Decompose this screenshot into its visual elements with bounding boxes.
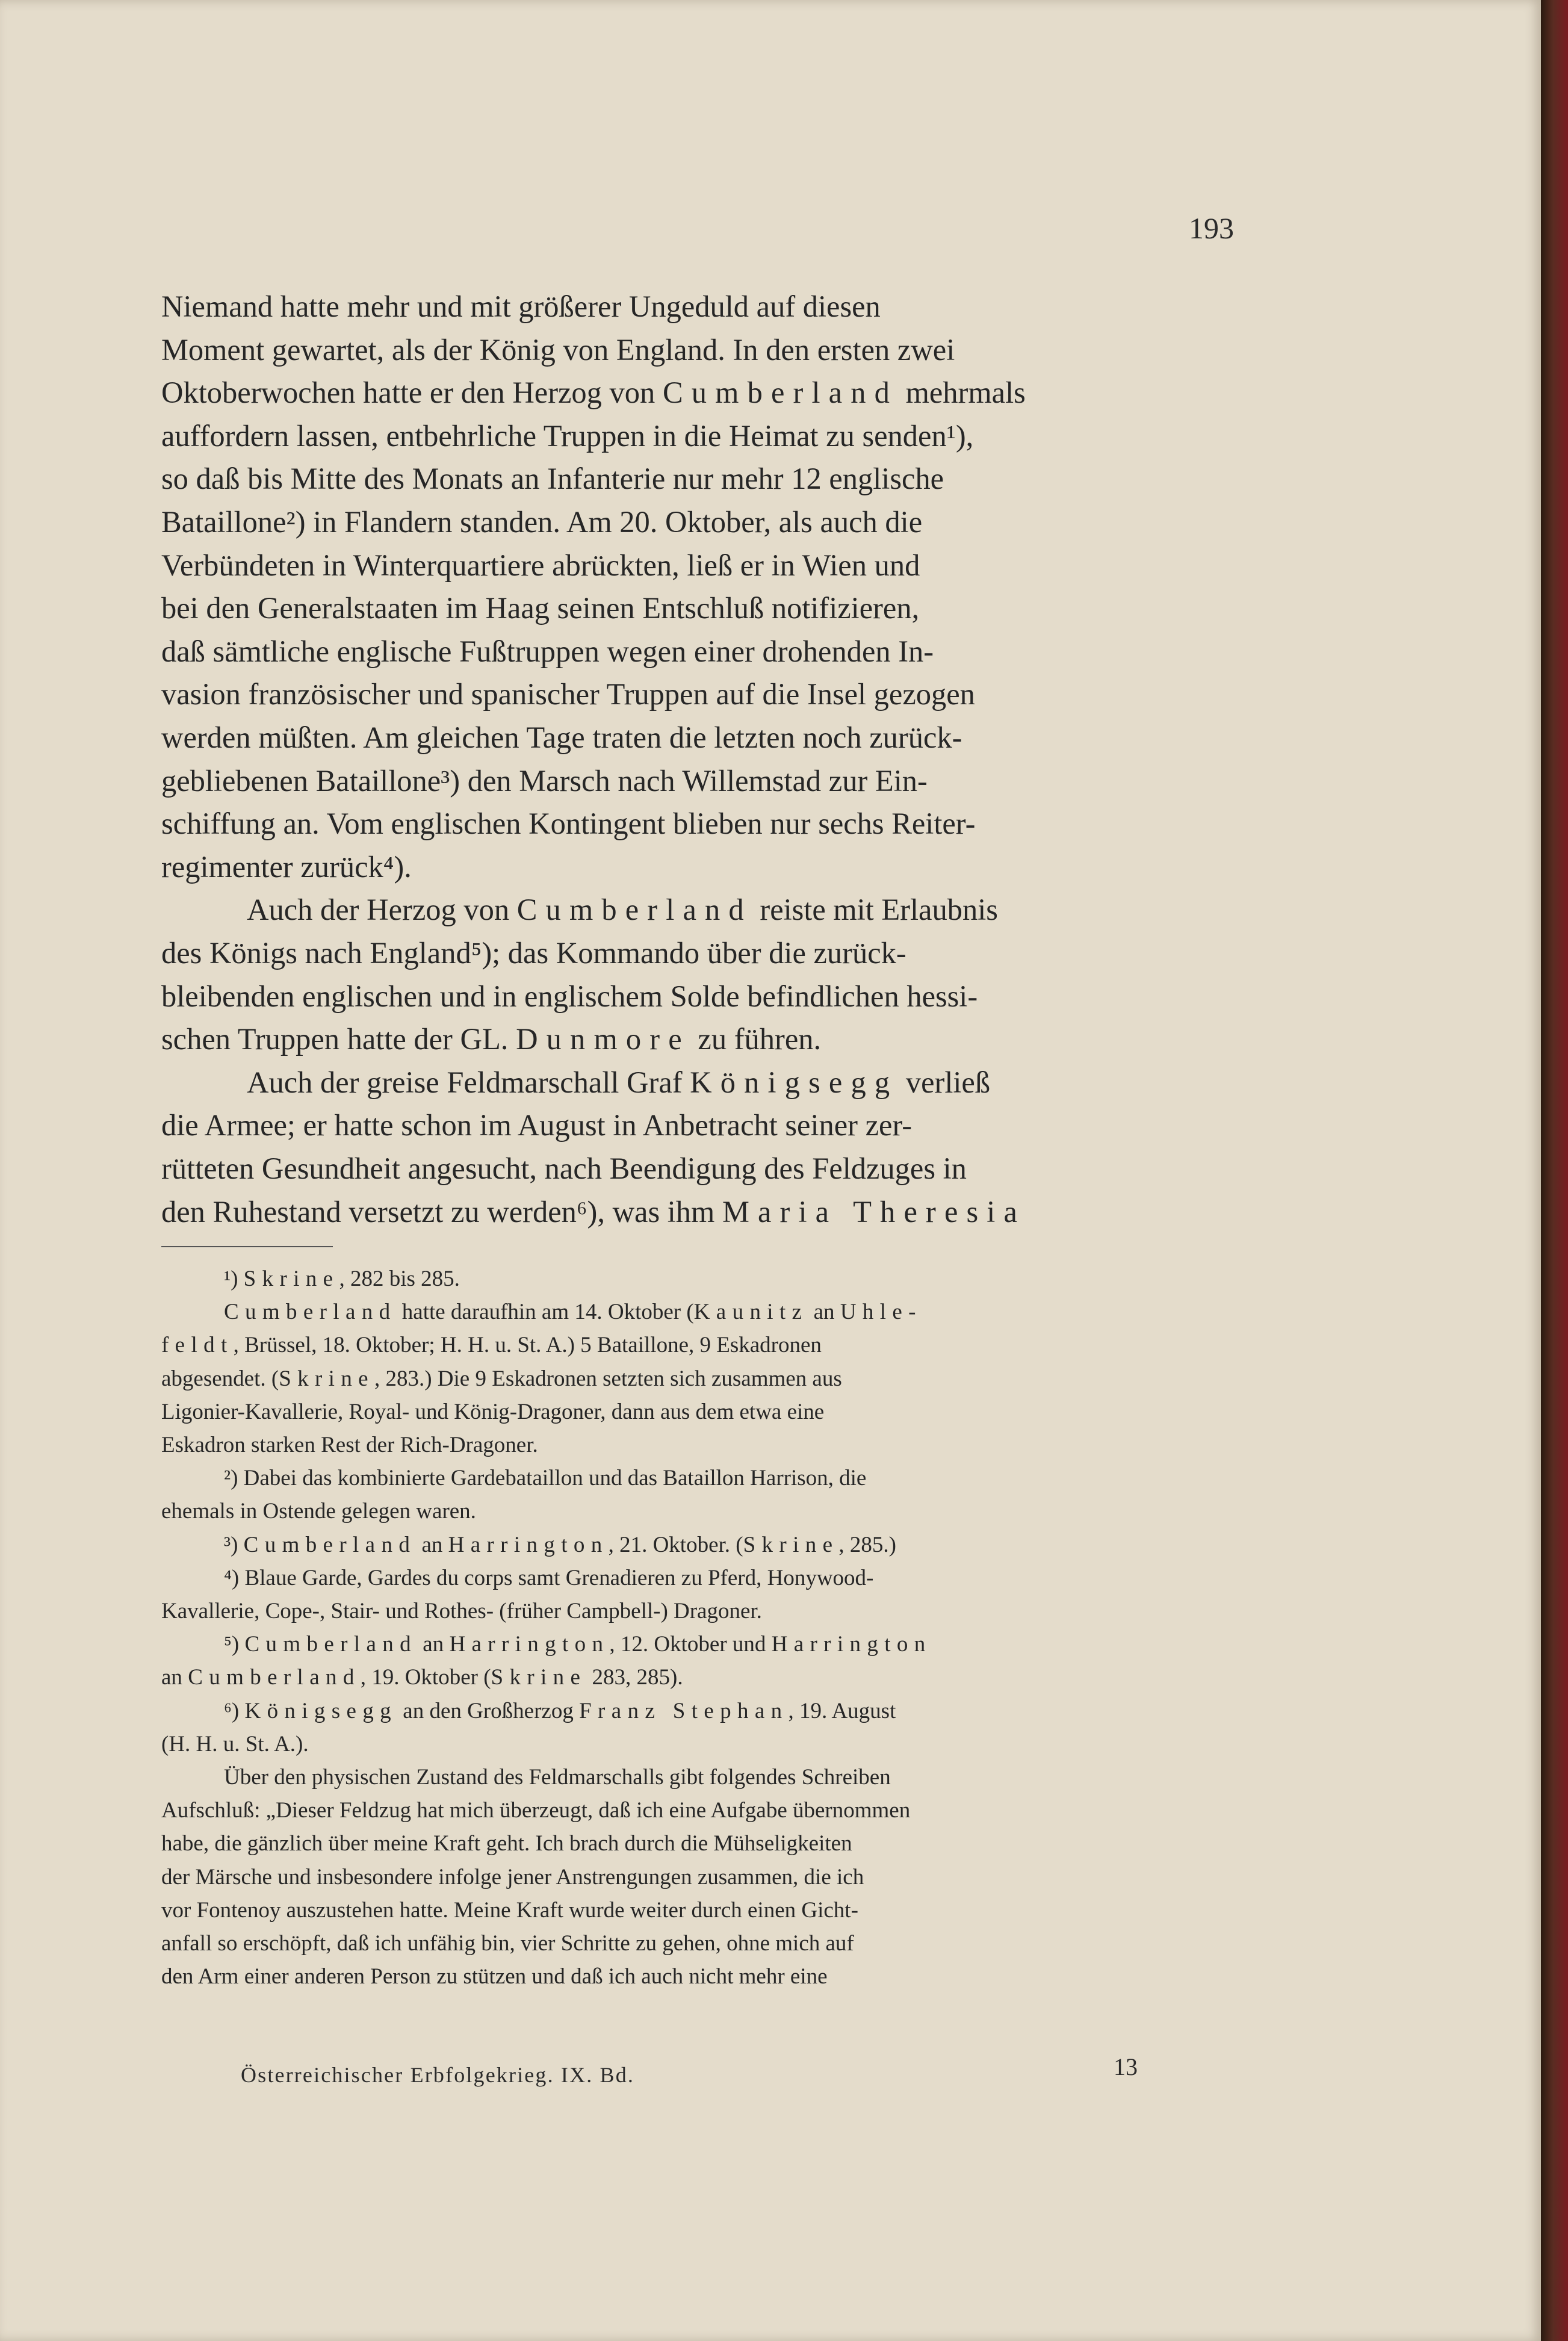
- text-run: ⁶): [224, 1698, 245, 1723]
- body-line: [161, 418, 1233, 453]
- text-run: Aufschluß: „Dieser Feldzug hat mich überzeugt, daß ich eine Aufgabe übernommen: [161, 1798, 911, 1823]
- body-line: [161, 720, 1233, 755]
- text-run: gebliebenen Bataillone³) den Marsch nach Willemstad zur Ein-: [161, 763, 928, 798]
- body-line: [161, 504, 1233, 539]
- spaced-name: Cumberland: [662, 376, 898, 410]
- text-run: , 282 bis 285.: [339, 1267, 460, 1291]
- footnote-line: [161, 1532, 1295, 1558]
- text-run: Verbündeten in Winterquartiere abrückten, ließ er in Wien und: [161, 548, 920, 582]
- text-run: so daß bis Mitte des Monats an Infanterie nur mehr 12 englische: [161, 462, 944, 496]
- text-run: Bataillone²) in Flandern standen. Am 20. Oktober, als auch die: [161, 505, 923, 539]
- spaced-name: Maria Theresia: [722, 1194, 1026, 1229]
- text-run: , Brüssel, 18. Oktober; H. H. u. St. A.) 5 Bataillone, 9 Eskadronen: [233, 1333, 822, 1358]
- text-run: ¹): [224, 1267, 244, 1291]
- spaced-name: Cumberland: [516, 893, 752, 927]
- footnote-line: [161, 1332, 1233, 1358]
- footnote-line: [161, 1930, 1233, 1956]
- footnote-line: [161, 1964, 1233, 1989]
- text-run: Eskadron starken Rest der Rich-Dragoner.: [161, 1433, 538, 1457]
- spaced-name: Skrine: [279, 1366, 374, 1391]
- text-run: an: [417, 1632, 450, 1657]
- text-run: 283, 285).: [586, 1665, 683, 1690]
- text-run: an: [808, 1300, 840, 1325]
- spaced-name: Cumberland: [243, 1532, 417, 1557]
- spaced-name: Cumberland: [244, 1632, 417, 1657]
- footnote-line: [161, 1565, 1295, 1591]
- text-run: an den Großherzog: [397, 1698, 580, 1723]
- text-run: , 283.) Die 9 Eskadronen setzten sich zusammen aus: [374, 1366, 842, 1391]
- text-run: schen Truppen hatte der GL.: [161, 1022, 516, 1056]
- body-line: [161, 548, 1233, 583]
- body-line: [161, 461, 1233, 496]
- text-run: Oktoberwochen hatte er den Herzog von: [161, 376, 663, 410]
- text-run: daß sämtliche englische Fußtruppen wegen einer drohenden In-: [161, 634, 934, 668]
- spaced-name: Uhle-: [840, 1300, 922, 1325]
- body-line: [161, 1065, 1318, 1100]
- spaced-name: feldt: [161, 1333, 234, 1358]
- footnote-line: [161, 1797, 1233, 1823]
- text-run: Kavallerie, Cope-, Stair- und Rothes- (früher Campbell-) Dragoner.: [161, 1599, 762, 1623]
- text-run: , 12. Oktober und: [609, 1632, 772, 1657]
- body-line: [161, 1108, 1233, 1143]
- footnote-line: [161, 1366, 1233, 1392]
- text-run: Auch der greise Feldmarschall Graf: [247, 1065, 690, 1099]
- text-run: ⁴) Blaue Garde, Gardes du corps samt Grenadieren zu Pferd, Honywood-: [224, 1565, 874, 1590]
- spaced-name: Cumberland: [224, 1300, 397, 1325]
- footnote-rule: [161, 1246, 333, 1247]
- text-run: den Ruhestand versetzt zu werden⁶), was ihm: [161, 1194, 722, 1229]
- spaced-name: Skrine: [743, 1532, 839, 1557]
- text-run: vasion französischer und spanischer Truppen auf die Insel gezogen: [161, 677, 975, 712]
- spaced-name: Harrington: [449, 1632, 610, 1657]
- text-run: Moment gewartet, als der König von England. In den ersten zwei: [161, 332, 955, 367]
- text-run: abgesendet. (: [161, 1366, 279, 1391]
- footnote-line: [161, 1498, 1233, 1524]
- spaced-name: Kaunitz: [693, 1300, 808, 1325]
- text-run: werden müßten. Am gleichen Tage traten die letzten noch zurück-: [161, 721, 962, 754]
- spaced-name: Harrington: [771, 1632, 932, 1657]
- body-line: [161, 591, 1233, 625]
- footnote-line: [161, 1465, 1295, 1491]
- footnote-line: [161, 1432, 1233, 1458]
- text-run: der Märsche und insbesondere infolge jener Anstrengungen zusammen, die ich: [161, 1864, 864, 1890]
- page-number: 193: [1189, 211, 1234, 245]
- text-run: anfall so erschöpft, daß ich unfähig bin, vier Schritte zu gehen, ohne mich auf: [161, 1931, 854, 1956]
- footnote-line: [161, 1731, 1233, 1757]
- spaced-name: Skrine: [491, 1665, 587, 1690]
- body-line: [161, 677, 1233, 712]
- spaced-name: Königsegg: [244, 1698, 398, 1723]
- text-run: verließ: [898, 1065, 991, 1099]
- text-run: mehrmals: [897, 376, 1026, 410]
- footnote-line: [161, 1598, 1233, 1624]
- body-line: [161, 763, 1233, 798]
- text-run: ehemals in Ostende gelegen waren.: [161, 1499, 476, 1524]
- body-line: [161, 289, 1233, 324]
- spaced-name: Harrington: [448, 1532, 609, 1557]
- text-run: bleibenden englischen und in englischem Solde befindlichen hessi-: [161, 979, 978, 1013]
- text-run: Auch der Herzog von: [247, 893, 517, 927]
- text-run: schiffung an. Vom englischen Kontingent blieben nur sechs Reiter-: [161, 807, 976, 841]
- body-line: [161, 1194, 1233, 1229]
- text-run: ²) Dabei das kombinierte Gardebataillon und das Bataillon Harrison, die: [224, 1466, 867, 1491]
- text-run: bei den Generalstaaten im Haag seinen Entschluß notifizieren,: [161, 591, 920, 625]
- body-line: [161, 375, 1233, 410]
- text-run: des Königs nach England⁵); das Kommando über die zurück-: [161, 936, 906, 970]
- body-line: [161, 892, 1318, 927]
- text-run: die Armee; er hatte schon im August in Anbetracht seiner zer-: [161, 1108, 913, 1143]
- text-run: reiste mit Erlaubnis: [752, 893, 998, 927]
- footnote-line: [161, 1299, 1295, 1325]
- spaced-name: Königsegg: [690, 1065, 899, 1099]
- text-run: den Arm einer anderen Person zu stützen und daß ich auch nicht mehr eine: [161, 1964, 828, 1989]
- footnote-line: [161, 1664, 1233, 1690]
- text-run: an: [161, 1665, 188, 1690]
- body-line: [161, 806, 1233, 841]
- text-run: , 19. August: [788, 1698, 896, 1723]
- signature-mark: 13: [1114, 2053, 1138, 2080]
- text-run: an: [416, 1532, 448, 1557]
- footnote-line: [161, 1698, 1295, 1724]
- text-run: vor Fontenoy auszustehen hatte. Meine Kraft wurde weiter durch einen Gicht-: [161, 1897, 858, 1923]
- text-run: auffordern lassen, entbehrliche Truppen in die Heimat zu senden¹),: [161, 418, 974, 453]
- body-line: [161, 634, 1233, 669]
- book-edge: [1541, 0, 1568, 2341]
- body-line: [161, 979, 1233, 1014]
- footer-title: Österreichischer Erbfolgekrieg. IX. Bd.: [241, 2063, 635, 2087]
- body-line: [161, 1151, 1233, 1186]
- text-run: ³): [224, 1532, 244, 1557]
- footnote-line: [161, 1831, 1233, 1856]
- text-run: rütteten Gesundheit angesucht, nach Beendigung des Feldzuges in: [161, 1152, 967, 1185]
- text-run: ⁵): [224, 1632, 245, 1657]
- text-run: Niemand hatte mehr und mit größerer Ungeduld auf diesen: [161, 290, 881, 323]
- footnote-line: [161, 1897, 1233, 1923]
- text-run: Ligonier-Kavallerie, Royal- und König-Dragoner, dann aus dem etwa eine: [161, 1399, 825, 1424]
- footnote-line: [161, 1764, 1295, 1790]
- footnote-line: [161, 1399, 1233, 1425]
- footnote-line: [161, 1631, 1295, 1657]
- text-run: regimenter zurück⁴).: [161, 849, 412, 884]
- text-run: , 19. Oktober (: [360, 1665, 491, 1690]
- spaced-name: Cumberland: [188, 1665, 361, 1690]
- spaced-name: Franz Stephan: [579, 1698, 789, 1723]
- text-run: , 21. Oktober. (: [608, 1532, 743, 1557]
- body-line: [161, 935, 1233, 970]
- body-line: [161, 332, 1233, 367]
- text-run: zu führen.: [690, 1022, 822, 1056]
- text-run: (H. H. u. St. A.).: [161, 1731, 309, 1757]
- footnote-line: [161, 1864, 1233, 1890]
- text-run: habe, die gänzlich über meine Kraft geht. Ich brach durch die Mühseligkeiten: [161, 1831, 852, 1856]
- body-line: [161, 1022, 1233, 1056]
- body-line: [161, 849, 1233, 884]
- text-run: , 285.): [838, 1532, 896, 1557]
- spaced-name: Skrine: [243, 1267, 339, 1291]
- spaced-name: Dunmore: [516, 1022, 690, 1056]
- footnote-line: [161, 1266, 1295, 1292]
- text-run: Über den physischen Zustand des Feldmarschalls gibt folgendes Schreiben: [224, 1765, 891, 1790]
- text-run: hatte daraufhin am 14. Oktober (: [396, 1300, 694, 1325]
